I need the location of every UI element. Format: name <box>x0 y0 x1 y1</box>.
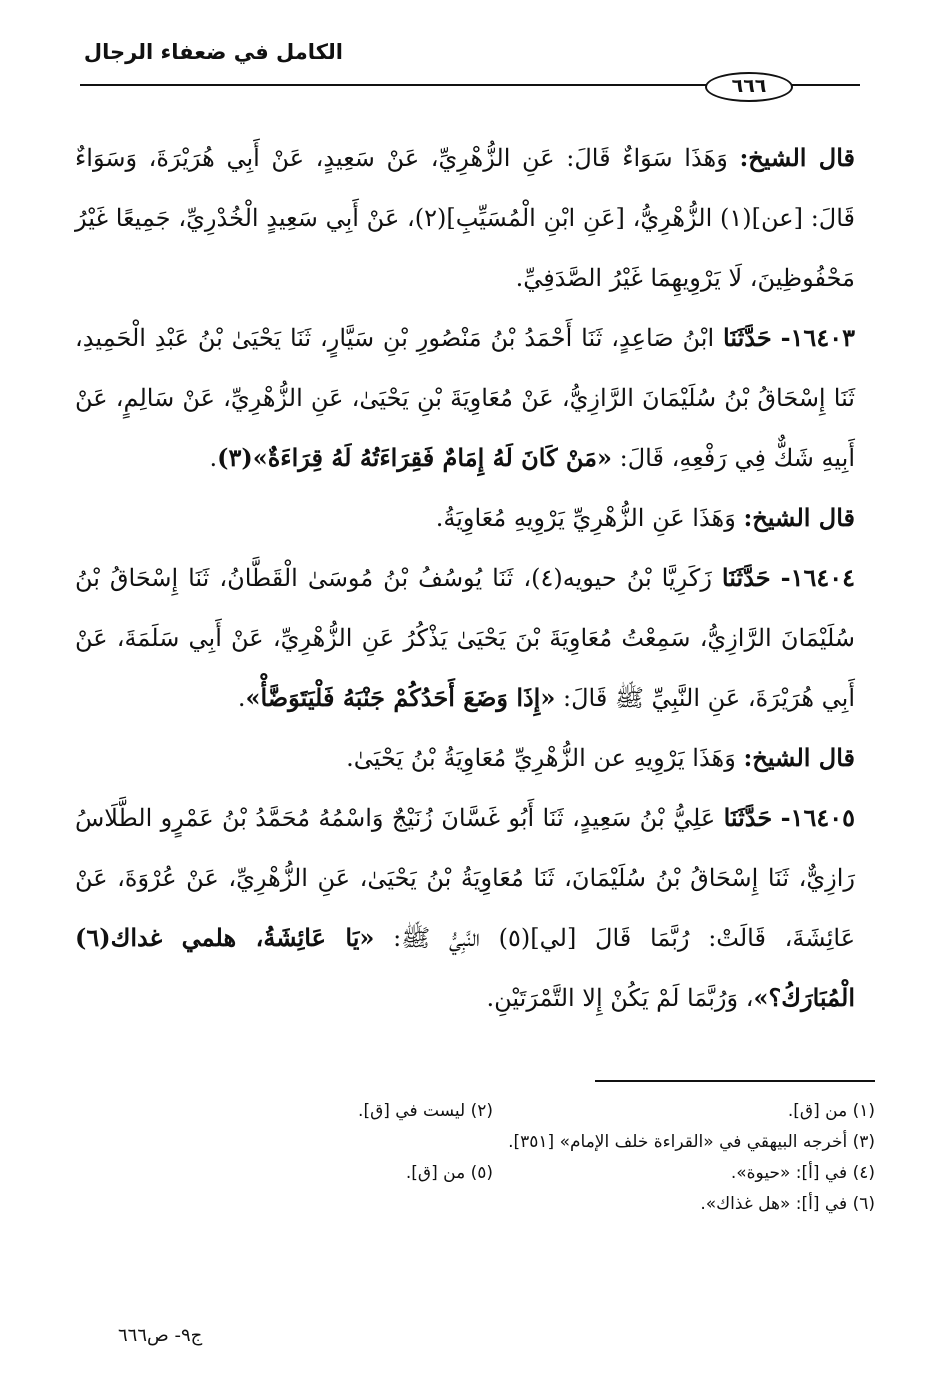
paragraph-end: . <box>209 444 218 472</box>
body-text <box>75 128 855 1028</box>
page-number: ٦٦٦ <box>705 72 793 102</box>
footnote-5: (٥) من [ق]. <box>405 1163 493 1183</box>
footnote-row <box>55 1127 875 1158</box>
isnad-text: ابْنُ صَاعِدٍ، ثَنَا أَحْمَدُ بْنُ مَنْصُورِ بْنِ سَيَّارٍ، ثَنَا يَحْيَىٰ بْنُ عَبْدِ الْحَمِيدِ، ثَنَا إِسْحَاقُ بْنُ سُلَيْمَانَ الرَّازِيُّ، عَنْ مُعَاوِيَةَ بْنِ يَحْيَىٰ، عَنِ الزُّهْرِيِّ، عَنْ سَالِمٍ، عَنْ أَبِيهِ شَكٌّ فِي رَفْعِهِ، قَالَ: <box>75 324 855 472</box>
footnote-3: (٣) أخرجه البيهقي في «القراءة خلف الإمام» [٣٥١]. <box>508 1132 875 1152</box>
footnote-4: (٤) في [أ]: «حيوة». <box>730 1163 875 1183</box>
paragraph-text: وَهَذَا عَنِ الزُّهْرِيِّ يَرْوِيهِ مُعَاوِيَةُ. <box>435 504 736 532</box>
paragraph-end: ، وَرُبَّمَا لَمْ يَكُنْ إِلا التَّمْرَتَيْنِ. <box>486 984 754 1012</box>
haddathana-label: حَدَّثَنَا <box>723 803 773 832</box>
paragraph-end: . <box>237 684 246 712</box>
hadith-number: ١٦٤٠٤- <box>780 563 856 592</box>
paragraph-sheikh-note-1 <box>75 128 855 308</box>
isnad-text: زَكَرِيَّا بْنُ حيويه(٤)، ثَنَا يُوسُفُ بْنُ مُوسَىٰ الْقَطَّانُ، ثَنَا إِسْحَاقُ بْنُ سُلَيْمَانَ الرَّازِيُّ، سَمِعْتُ مُعَاوِيَةَ بْنَ يَحْيَىٰ يَذْكُرُ عَنِ الزُّهْرِيِّ، عَنْ أَبِي سَلَمَةَ، عَنْ أَبِي هُرَيْرَةَ، عَنِ النَّبِيِّ ﷺ قَالَ: <box>75 564 855 712</box>
hadith-text: «مَنْ كَانَ لَهُ إِمَامٌ فَقِرَاءَتُهُ لَهُ قِرَاءَةٌ»(٣) <box>217 443 612 472</box>
isnad-text: عَلِيُّ بْنُ سَعِيدٍ، ثَنَا أَبُو غَسَّانَ زُنَيْجٌ وَاسْمُهُ مُحَمَّدُ بْنُ عَمْرٍو الطَّلَاسُ رَازِيٌّ، ثَنَا إِسْحَاقُ بْنُ سُلَيْمَانَ، ثَنَا مُعَاوِيَةُ بْنُ يَحْيَىٰ، عَنِ الزُّهْرِيِّ، عَنْ عُرْوَةَ، عَنْ عَائِشَةَ، قَالَتْ: رُبَّمَا قَالَ [لي](٥) النَّبِيُّ ﷺ: <box>75 804 856 952</box>
footnote-rule <box>595 1080 875 1082</box>
volume-page-reference: ج٩- ص٦٦٦ <box>118 1325 203 1346</box>
sheikh-label: قال الشيخ: <box>739 143 855 172</box>
footnote-row <box>55 1158 875 1189</box>
footnote-6: (٦) في [أ]: «هل غذاك». <box>700 1194 875 1214</box>
paragraph-sheikh-note-2 <box>75 488 855 548</box>
running-title: الكامل في ضعفاء الرجال <box>83 40 343 64</box>
paragraph-hadith-16403 <box>75 308 855 488</box>
footnotes <box>55 1096 875 1220</box>
sheikh-label: قال الشيخ: <box>743 743 855 772</box>
hadith-text: «إِذَا وَضَعَ أَحَدُكُمْ جَنْبَهُ فَلْيَتَوَضَّأْ» <box>245 683 556 712</box>
footnote-1: (١) من [ق]. <box>787 1101 875 1121</box>
paragraph-text: وَهَذَا يَرْوِيهِ عن الزُّهْرِيِّ مُعَاوِيَةُ بْنُ يَحْيَىٰ. <box>346 744 736 772</box>
paragraph-hadith-16404 <box>75 548 855 728</box>
hadith-number: ١٦٤٠٣- <box>780 323 855 352</box>
paragraph-sheikh-note-3 <box>75 728 855 788</box>
paragraph-text: وَهَذَا سَوَاءٌ قَالَ: عَنِ الزُّهْرِيِّ، عَنْ سَعِيدٍ، عَنْ أَبِي هُرَيْرَةَ، وَسَوَاءٌ قَالَ: [عن](١) الزُّهْرِيُّ، [عَنِ ابْنِ الْمُسَيِّبِ](٢)، عَنْ أَبِي سَعِيدٍ الْخُدْرِيِّ، جَمِيعًا غَيْرُ مَحْفُوظِينَ، لَا يَرْوِيهِمَا غَيْرُ الصَّدَفِيِّ. <box>75 144 856 292</box>
footnote-row <box>55 1096 875 1127</box>
paragraph-hadith-16405 <box>75 788 855 1028</box>
sheikh-label: قال الشيخ: <box>743 503 855 532</box>
footnote-2: (٢) ليست في [ق]. <box>358 1101 493 1121</box>
haddathana-label: حَدَّثَنَا <box>723 323 772 352</box>
hadith-text: «يَا عَائِشَةُ، هلمي غداك(٦) الْمُبَارَكُ؟» <box>75 923 855 1012</box>
footnote-row <box>55 1189 875 1220</box>
haddathana-label: حَدَّثَنَا <box>721 563 771 592</box>
hadith-number: ١٦٤٠٥- <box>780 803 855 832</box>
